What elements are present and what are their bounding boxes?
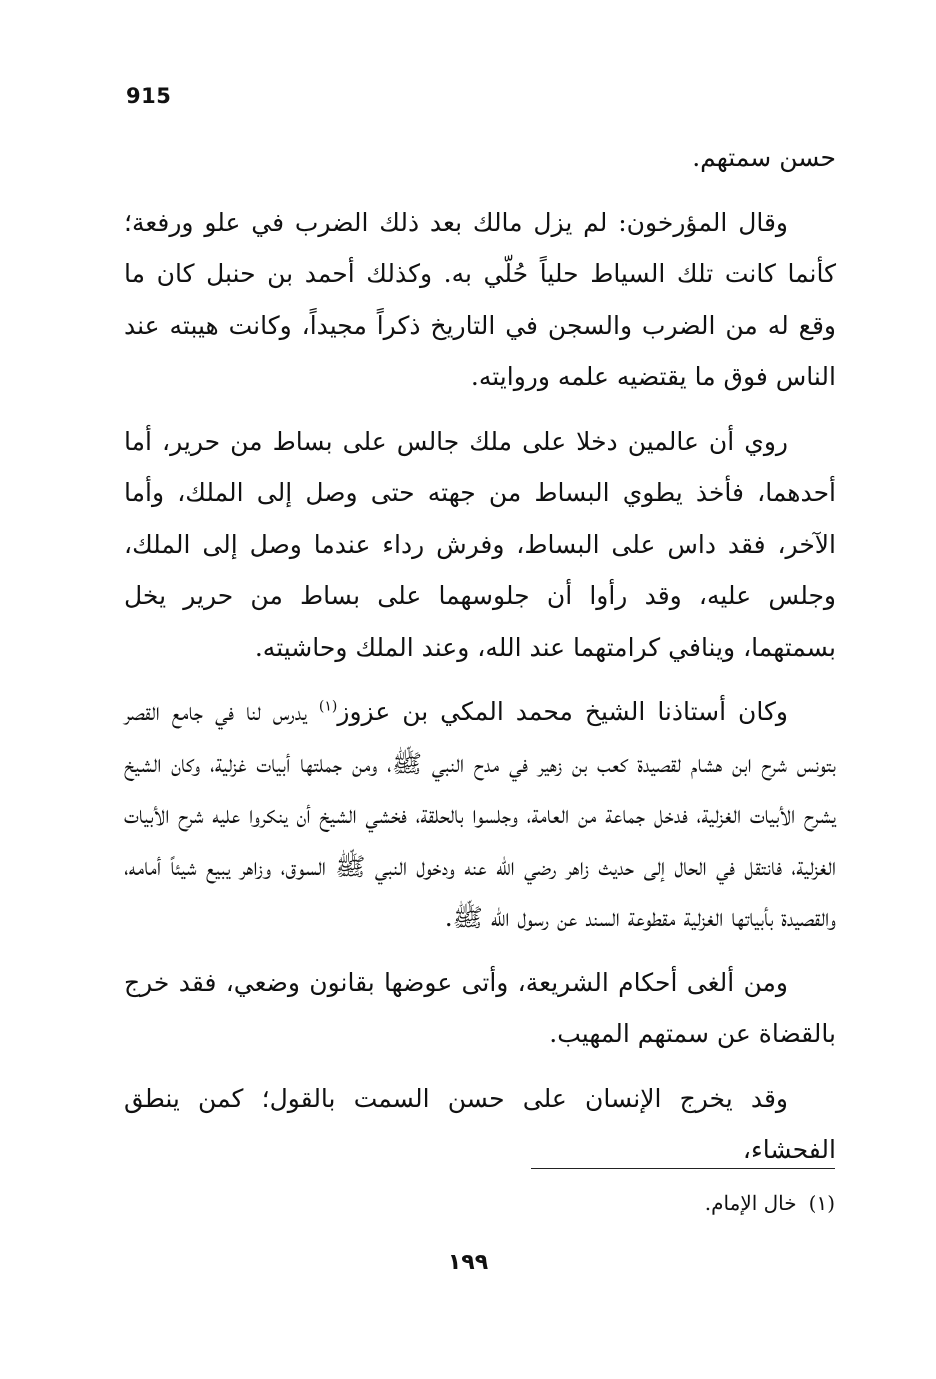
page-number-bottom: ١٩٩: [447, 1250, 489, 1275]
paragraph-text: وكان أستاذنا الشيخ محمد المكي بن عزوز: [337, 697, 788, 726]
paragraph-text: يدرس لنا في جامع القصر بتونس شرح ابن هشام لقصيدة كعب بن زهير في مدح النبي ﷺ، ومن جملتها أبيات غزلية، وكان الشيخ يشرح الأبيات الغزلية، فدخل جماعة من العامة، وجلسوا بالحلقة، فخشي الشيخ أن ينكروا عليه شرح الأبيات الغزلية، فانتقل في الحال إلى حديث زاهر رضي الله عنه ودخول النبي ﷺ السوق، وزاهر يبيع شيئاً أمامه، والقصيدة بأبياتها الغزلية مقطوعة السند عن رسول الله ﷺ.: [124, 697, 836, 932]
paragraph: روي أن عالمين دخلا على ملك جالس على بساط من حرير، أما أحدهما، فأخذ يطوي البساط من جهته حتى وصل إلى الملك، وأما الآخر، فقد داس على البساط، وفرش رداء عندما وصل إلى الملك، وجلس عليه، وقد رأوا أن جلوسهما على بساط من حرير يخل بسمتهما، وينافي كرامتهما عند الله، وعند الملك وحاشيته.: [124, 426, 836, 662]
paragraph: وقال المؤرخون: لم يزل مالك بعد ذلك الضرب في علو ورفعة؛ كأنما كانت تلك السياط حلياً حُلّي به. وكذلك أحمد بن حنبل كان ما وقع له من الضرب والسجن في التاريخ ذكراً مجيداً، وكانت هيبته عند الناس فوق ما يقتضيه علمه وروايته.: [124, 207, 836, 391]
footnote-divider: [531, 1168, 835, 1169]
footnote: [531, 1186, 835, 1220]
footnote-text: خال الإمام.: [704, 1191, 797, 1215]
paragraph-azzouz: [124, 686, 836, 944]
paragraph: وقد يخرج الإنسان على حسن السمت بالقول؛ كمن ينطق الفحشاء،: [124, 1083, 836, 1164]
page-number-top: 915: [126, 84, 172, 108]
paragraph: حسن سمتهم.: [692, 143, 836, 172]
footnote-marker[interactable]: (١): [318, 698, 338, 715]
footnote-number: (١): [808, 1191, 835, 1215]
paragraph: ومن ألغى أحكام الشريعة، وأتى عوضها بقانون وضعي، فقد خرج بالقضاة عن سمتهم المهيب.: [124, 967, 836, 1048]
body-text: [124, 132, 836, 1189]
